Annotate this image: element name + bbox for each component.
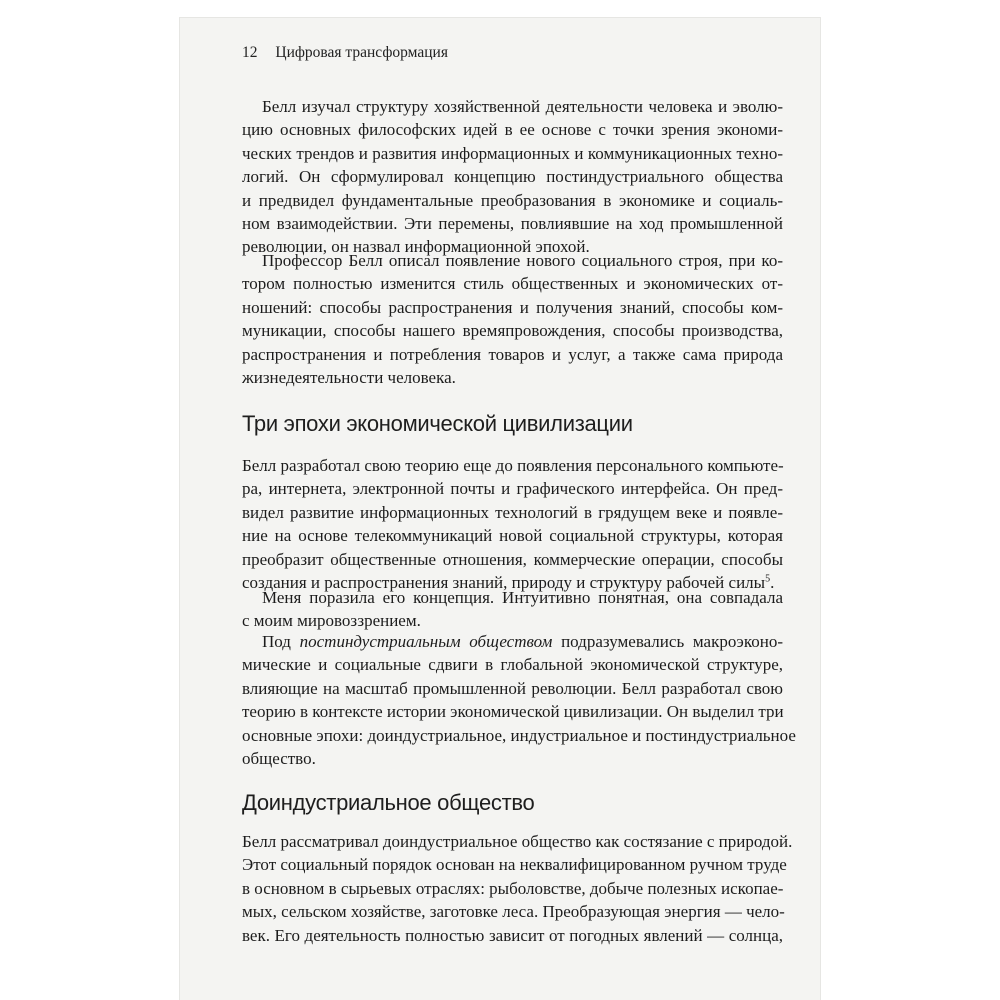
text-line: революции, он назвал информационной эпохой.: [242, 237, 590, 257]
running-header: [242, 44, 448, 62]
section-heading: Доиндустриальное общество: [242, 790, 535, 815]
section1-paragraph-3: [242, 630, 796, 770]
section2-paragraph-1: [242, 830, 793, 947]
sentence-end: .: [770, 572, 775, 592]
text-fragment: подразумевались макроэконо-: [552, 632, 783, 651]
text-line: муникации, способы нашего времяпровождения, способы производства,: [242, 321, 783, 341]
text-line: логий. Он сформулировал концепцию постиндустриального общества: [242, 167, 783, 187]
text-line: ра, интернета, электронной почты и графического интерфейса. Он пред-: [242, 479, 783, 499]
text-line: с моим мировоззрением.: [242, 611, 421, 631]
text-line: общество.: [242, 748, 316, 768]
emphasis-term: постиндустриальным обществом: [299, 632, 553, 651]
text-line: видел развитие информационных технологий в грядущем веке и появле-: [242, 502, 783, 522]
text-line: тором полностью изменится стиль общественных и экономических от-: [242, 274, 783, 294]
text-line: распространения и потребления товаров и услуг, а также сама природа: [242, 344, 783, 364]
page-number: 12: [242, 44, 258, 61]
text-line: Этот социальный порядок основан на неквалифицированном ручном труде: [242, 855, 787, 875]
text-line: [242, 630, 783, 653]
text-line: ние на основе телекоммуникаций новой социальной структуры, которая: [242, 526, 783, 546]
text-line: теорию в контексте истории экономической цивилизации. Он выделил три: [242, 702, 784, 722]
intro-paragraph-2: [242, 249, 783, 389]
text-line: Белл рассматривал доиндустриальное общество как состязание с природой.: [242, 832, 793, 851]
text-line: Меня поразила его концепция. Интуитивно понятная, она совпадала: [262, 588, 783, 607]
text-line: цию основных философских идей в ее основе с точки зрения экономи-: [242, 120, 783, 140]
footnote-ref: 5: [765, 573, 771, 585]
text-line: ном взаимодействии. Эти перемены, повлиявшие на ход промышленной: [242, 213, 783, 233]
text-line: век. Его деятельность полностью зависит от погодных явлений — солнца,: [242, 925, 783, 945]
text-fragment: Под: [262, 632, 300, 651]
text-line: ношений: способы распространения и получения знаний, способы ком-: [242, 297, 783, 317]
text-line: в основном в сырьевых отраслях: рыболовстве, добыче полезных ископае-: [242, 878, 784, 898]
section1-paragraph-2: [242, 586, 783, 633]
text-line: Белл разработал свою теорию еще до появления персонального компьюте-: [242, 456, 784, 475]
text-line: жизнедеятельности человека.: [242, 367, 456, 387]
text-line: влияющие на масштаб промышленной революции. Белл разработал свою: [242, 678, 783, 698]
text-line: мические и социальные сдвиги в глобальной экономической структуре,: [242, 655, 783, 675]
text-line-body: создания и распространения знаний, природу и структуру рабочей силы: [242, 572, 766, 592]
running-title: Цифровая трансформация: [275, 44, 448, 61]
text-line: основные эпохи: доиндустриальное, индустриальное и постиндустриальное: [242, 725, 796, 745]
section-heading: Три эпохи экономической цивилизации: [242, 411, 633, 436]
section1-paragraph-1: [242, 454, 783, 594]
intro-paragraph-1: [242, 95, 783, 259]
text-line: преобразит общественные отношения, коммерческие операции, способы: [242, 549, 783, 569]
text-line: мых, сельском хозяйстве, заготовке леса. Преобразующая энергия — чело-: [242, 902, 785, 922]
text-line: и предвидел фундаментальные преобразования в экономике и социаль-: [242, 190, 783, 210]
text-line: Белл изучал структуру хозяйственной деятельности человека и эволю-: [262, 97, 783, 116]
text-line: ческих трендов и развития информационных и коммуникационных техно-: [242, 143, 783, 163]
text-line: Профессор Белл описал появление нового социального строя, при ко-: [262, 251, 783, 270]
